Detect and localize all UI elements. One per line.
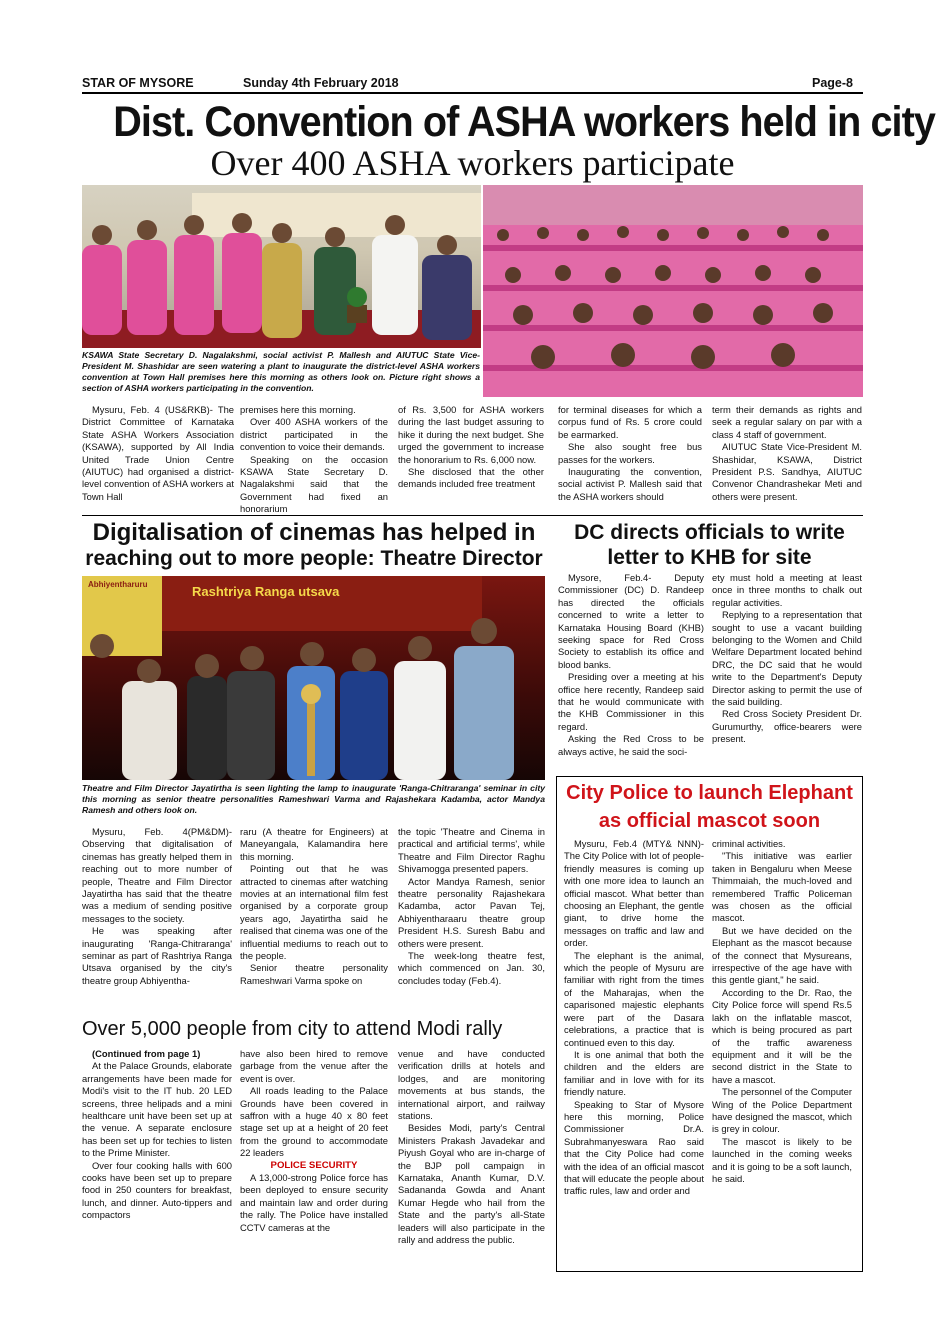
asha-photo-right-crowd xyxy=(483,185,863,397)
paragraph: Besides Modi, party's Central Ministers Prakash Javadekar and Piyush Goyal who are in-charge of the BJP poll campaign in Karnataka, Ananth Kumar, D.V. Sadananda Gowda and Anant Kumar Hegde who hail from the State and the party's all-State leaders will also participate in the rally and address the public. xyxy=(398,1122,545,1246)
elephant-headline-line2: as official mascot soon xyxy=(598,810,821,832)
cinema-photo-figures xyxy=(82,576,545,780)
paragraph: Mysuru, Feb.4 (MTY& NNN)- The City Police with lot of people-friendly measures is coming up with one more idea to launch an official mascot. What better than choosing an Elephant, the gentle giant, to drive home the messages on traffic and law and order. xyxy=(564,838,704,949)
dc-headline-line1: DC directs officials to write xyxy=(574,521,845,544)
cinema-headline-line2: reaching out to more people: Theatre Director xyxy=(85,547,543,570)
asha-col-5 xyxy=(712,404,862,503)
paragraph: of Rs. 3,500 for ASHA workers during the last budget assuring to hike it during the next budget. She urged the government to increase the honorarium to Rs. 6,000 now. xyxy=(398,404,544,465)
paragraph: Inaugurating the convention, social activist P. Mallesh said that the ASHA workers should xyxy=(558,466,702,502)
dc-col-1 xyxy=(558,572,704,758)
cinema-col-3 xyxy=(398,826,545,987)
elephant-col-1 xyxy=(564,838,704,1198)
paragraph: Red Cross Society President Dr. Gurumurthy, office-bearers were present. xyxy=(712,708,862,745)
dc-headline-line2: letter to KHB for site xyxy=(607,546,812,569)
banner-group-name: Abhiyentharuru xyxy=(88,580,148,589)
paragraph: have also been hired to remove garbage from the venue after the event is over. xyxy=(240,1048,388,1084)
paragraph: She disclosed that the other demands included free treatment xyxy=(398,466,544,490)
cinema-photo xyxy=(82,576,545,780)
paragraph: for terminal diseases for which a corpus fund of Rs. 5 crore could be earmarked. xyxy=(558,404,702,440)
paragraph: raru (A theatre for Engineers) at Maneyangala, Kalamandira here this morning. xyxy=(240,826,388,862)
asha-col-3 xyxy=(398,404,544,491)
modi-col-2 xyxy=(240,1048,388,1234)
paragraph: The week-long theatre fest, which commenced on Jan. 30, concludes today (Feb.4). xyxy=(398,950,545,986)
asha-col-1 xyxy=(82,404,234,503)
header-rule xyxy=(82,92,863,94)
continued-note: (Continued from page 1) xyxy=(92,1048,201,1059)
page-number: Page-8 xyxy=(812,76,853,90)
paragraph: According to the Dr. Rao, the City Police force will spend Rs.5 lakh on the inflatable mascot, which is being procured as part of the traffic awareness equipment and it will be the second district in the State to have a mascot. xyxy=(712,986,852,1085)
paragraph: the topic 'Theatre and Cinema in practical and artificial terms', while Theatre and Film Director Raghu Shivamogga presented papers. xyxy=(398,826,545,875)
paragraph: The elephant is the animal, which the people of Mysuru are familiar with right from the times of the Maharajas, when the caparisoned majestic elephants were part of the Dasara celebrations, a practice that is continued even to this day. xyxy=(564,949,704,1048)
paragraph: AIUTUC State Vice-President M. Shashidar, KSAWA, District President P.S. Sandhya, AIUTUC Convenor Chandrashekar Meti and others were present. xyxy=(712,441,862,502)
paragraph: Speaking on the occasion KSAWA State Secretary D. Nagalakshmi said that the Government had fixed an honorarium xyxy=(240,453,388,515)
paragraph: All roads leading to the Palace Grounds have been covered in saffron with a huge 40 x 80 feet stage set up at a height of 20 feet from the ground to accommodate 22 leaders xyxy=(240,1085,388,1159)
paragraph: Over four cooking halls with 600 cooks have been set up to prepare food in 250 counters for breakfast, lunch, and dinner. Auto-tippers and compactors xyxy=(82,1159,232,1221)
paragraph: A 13,000-strong Police force has been deployed to ensure security and maintain law and order during the rally. The Police have installed CCTV cameras at the xyxy=(240,1172,388,1233)
asha-photo-left xyxy=(82,185,481,348)
paragraph: Pointing out that he was attracted to cinemas after watching movies at an international film fest organised by a corporate group years ago, Jayatirtha said he realised that cinema was one of the influential mediums to reach out to the people. xyxy=(240,863,388,962)
elephant-headline-line1: City Police to launch Elephant xyxy=(566,782,853,804)
paragraph: It is one animal that both the children and the elders are familiar and in love with for its friendly nature. xyxy=(564,1048,704,1098)
modi-col-1 xyxy=(82,1048,232,1222)
asha-photo-right xyxy=(483,185,863,397)
paragraph: Senior theatre personality Rameshwari Varma spoke on xyxy=(240,962,388,986)
paragraph: Mysuru, Feb. 4(PM&DM)- Observing that digitalisation of cinemas has greatly helped them in reaching out to more number of people, Theatre and Film Director Jayatirtha has said that the theatre was a medium of sending positive messages to the society. xyxy=(82,826,232,924)
paragraph: He was speaking after inaugurating 'Ranga-Chitraranga' seminar as part of Rashtriya Ranga Utsava organised by the city's theatre group Abhiyentha- xyxy=(82,925,232,986)
paragraph: Replying to a representation that sought to use a vacant building belonging to the Women and Child Welfare Department located behind DRC, the DC said that he would write to the Department's Deputy Director asking to permit the use of the said building. xyxy=(712,609,862,708)
paragraph: premises here this morning. xyxy=(240,404,356,415)
paragraph: She also sought free bus passes for the workers. xyxy=(558,441,702,465)
paragraph: The mascot is likely to be launched in the coming weeks and it is going to be a soft launch, he said. xyxy=(712,1135,852,1184)
paragraph: ety must hold a meeting at least once in three months to chalk out regular activities. xyxy=(712,572,862,608)
paragraph: Speaking to Star of Mysore here this morning, Police Commissioner Dr.A. Subrahmanyeswara Rao said that the City Police had come with the idea of an official mascot that will educate the people about traffic rules, law and order and xyxy=(564,1098,704,1197)
elephant-col-2 xyxy=(712,838,852,1185)
issue-date: Sunday 4th February 2018 xyxy=(243,76,399,90)
asha-subheadline: Over 400 ASHA workers participate xyxy=(210,143,735,183)
banner-title: Rashtriya Ranga utsava xyxy=(192,584,340,599)
paragraph: Mysuru, Feb. 4 (US&RKB)- The District Committee of Karnataka State ASHA Workers Association (KSAWA), supported by All India United Trade Union Centre (AIUTUC) had organised a district-level convention of ASHA workers at Town Hall xyxy=(82,404,234,502)
paragraph: Over 400 ASHA workers of the district participated in the convention to voice their demands. xyxy=(240,416,388,453)
paragraph: "This initiative was earlier taken in Bengaluru when Meese Thimmaiah, the much-loved and remembered Traffic Policeman was chosen as the official mascot. xyxy=(712,850,852,924)
paragraph: Presiding over a meeting at his office here recently, Randeep said that he would communicate with the KHB Commissioner in this regard. xyxy=(558,671,704,732)
paragraph: Asking the Red Cross to be always active, he said the soci- xyxy=(558,733,704,757)
cinema-headline-line1: Digitalisation of cinemas has helped in xyxy=(92,519,536,546)
cinema-photo-caption: Theatre and Film Director Jayatirtha is seen lighting the lamp to inaugurate 'Ranga-Chitraranga' seminar in city this morning as senior theatre personalities Rameshwari Varma and Rajashekara Kadamba, actor Mandya Ramesh and others look on. xyxy=(82,783,545,815)
paragraph: Actor Mandya Ramesh, senior theatre personality Rajashekara Kadamba, actor Pavan Tej, Abhiyentharaaru theatre group President H.S. Suresh Babu and others were present. xyxy=(398,875,545,949)
dc-col-2 xyxy=(712,572,862,746)
paragraph: venue and have conducted verification drills at hotels and lodges, and are monitoring movements at bus stands, the international airport, and railway stations. xyxy=(398,1048,545,1122)
paragraph: Mysore, Feb.4- Deputy Commissioner (DC) D. Randeep has directed the officials concerned to write a letter to Karnataka Housing Board (KHB) seeking space for Red Cross Society to establish its office and blood banks. xyxy=(558,572,704,670)
section-divider xyxy=(82,515,863,516)
paragraph: term their demands as rights and seek a regular salary on par with a class 4 staff of government. xyxy=(712,404,862,440)
masthead-name: STAR OF MYSORE xyxy=(82,76,194,90)
paragraph: criminal activities. xyxy=(712,838,786,849)
modi-col-3 xyxy=(398,1048,545,1247)
asha-col-2 xyxy=(240,404,388,516)
modi-headline: Over 5,000 people from city to attend Modi rally xyxy=(82,1018,503,1040)
cinema-col-2 xyxy=(240,826,388,987)
cinema-col-1 xyxy=(82,826,232,987)
asha-photo-left-figures xyxy=(82,185,481,348)
paragraph: But we have decided on the Elephant as the mascot because of the connect that Mysureans, irrespective of the age have with this gentle giant," he said. xyxy=(712,924,852,986)
paragraph: At the Palace Grounds, elaborate arrangements have been made for Modi's visit to the IT hub. 20 LED screens, three helipads and a mini healthcare unit have been set up at the venue. A separate enclosure has been set up for techies to listen to the Prime Minister. xyxy=(82,1060,232,1159)
paragraph: The personnel of the Computer Wing of the Police Department have designed the mascot, which is grey in colour. xyxy=(712,1086,852,1135)
asha-col-4 xyxy=(558,404,702,503)
subhead-police-security: POLICE SECURITY xyxy=(270,1159,358,1171)
asha-headline: Dist. Convention of ASHA workers held in city xyxy=(113,98,935,146)
asha-photo-caption: KSAWA State Secretary D. Nagalakshmi, social activist P. Mallesh and AIUTUC State Vice-President M. Shashidar are seen watering a plant to inaugurate the district-level ASHA workers convention at Town Hall premises here this morning as others look on. Picture right shows a section of ASHA workers participating in the convention. xyxy=(82,350,480,393)
